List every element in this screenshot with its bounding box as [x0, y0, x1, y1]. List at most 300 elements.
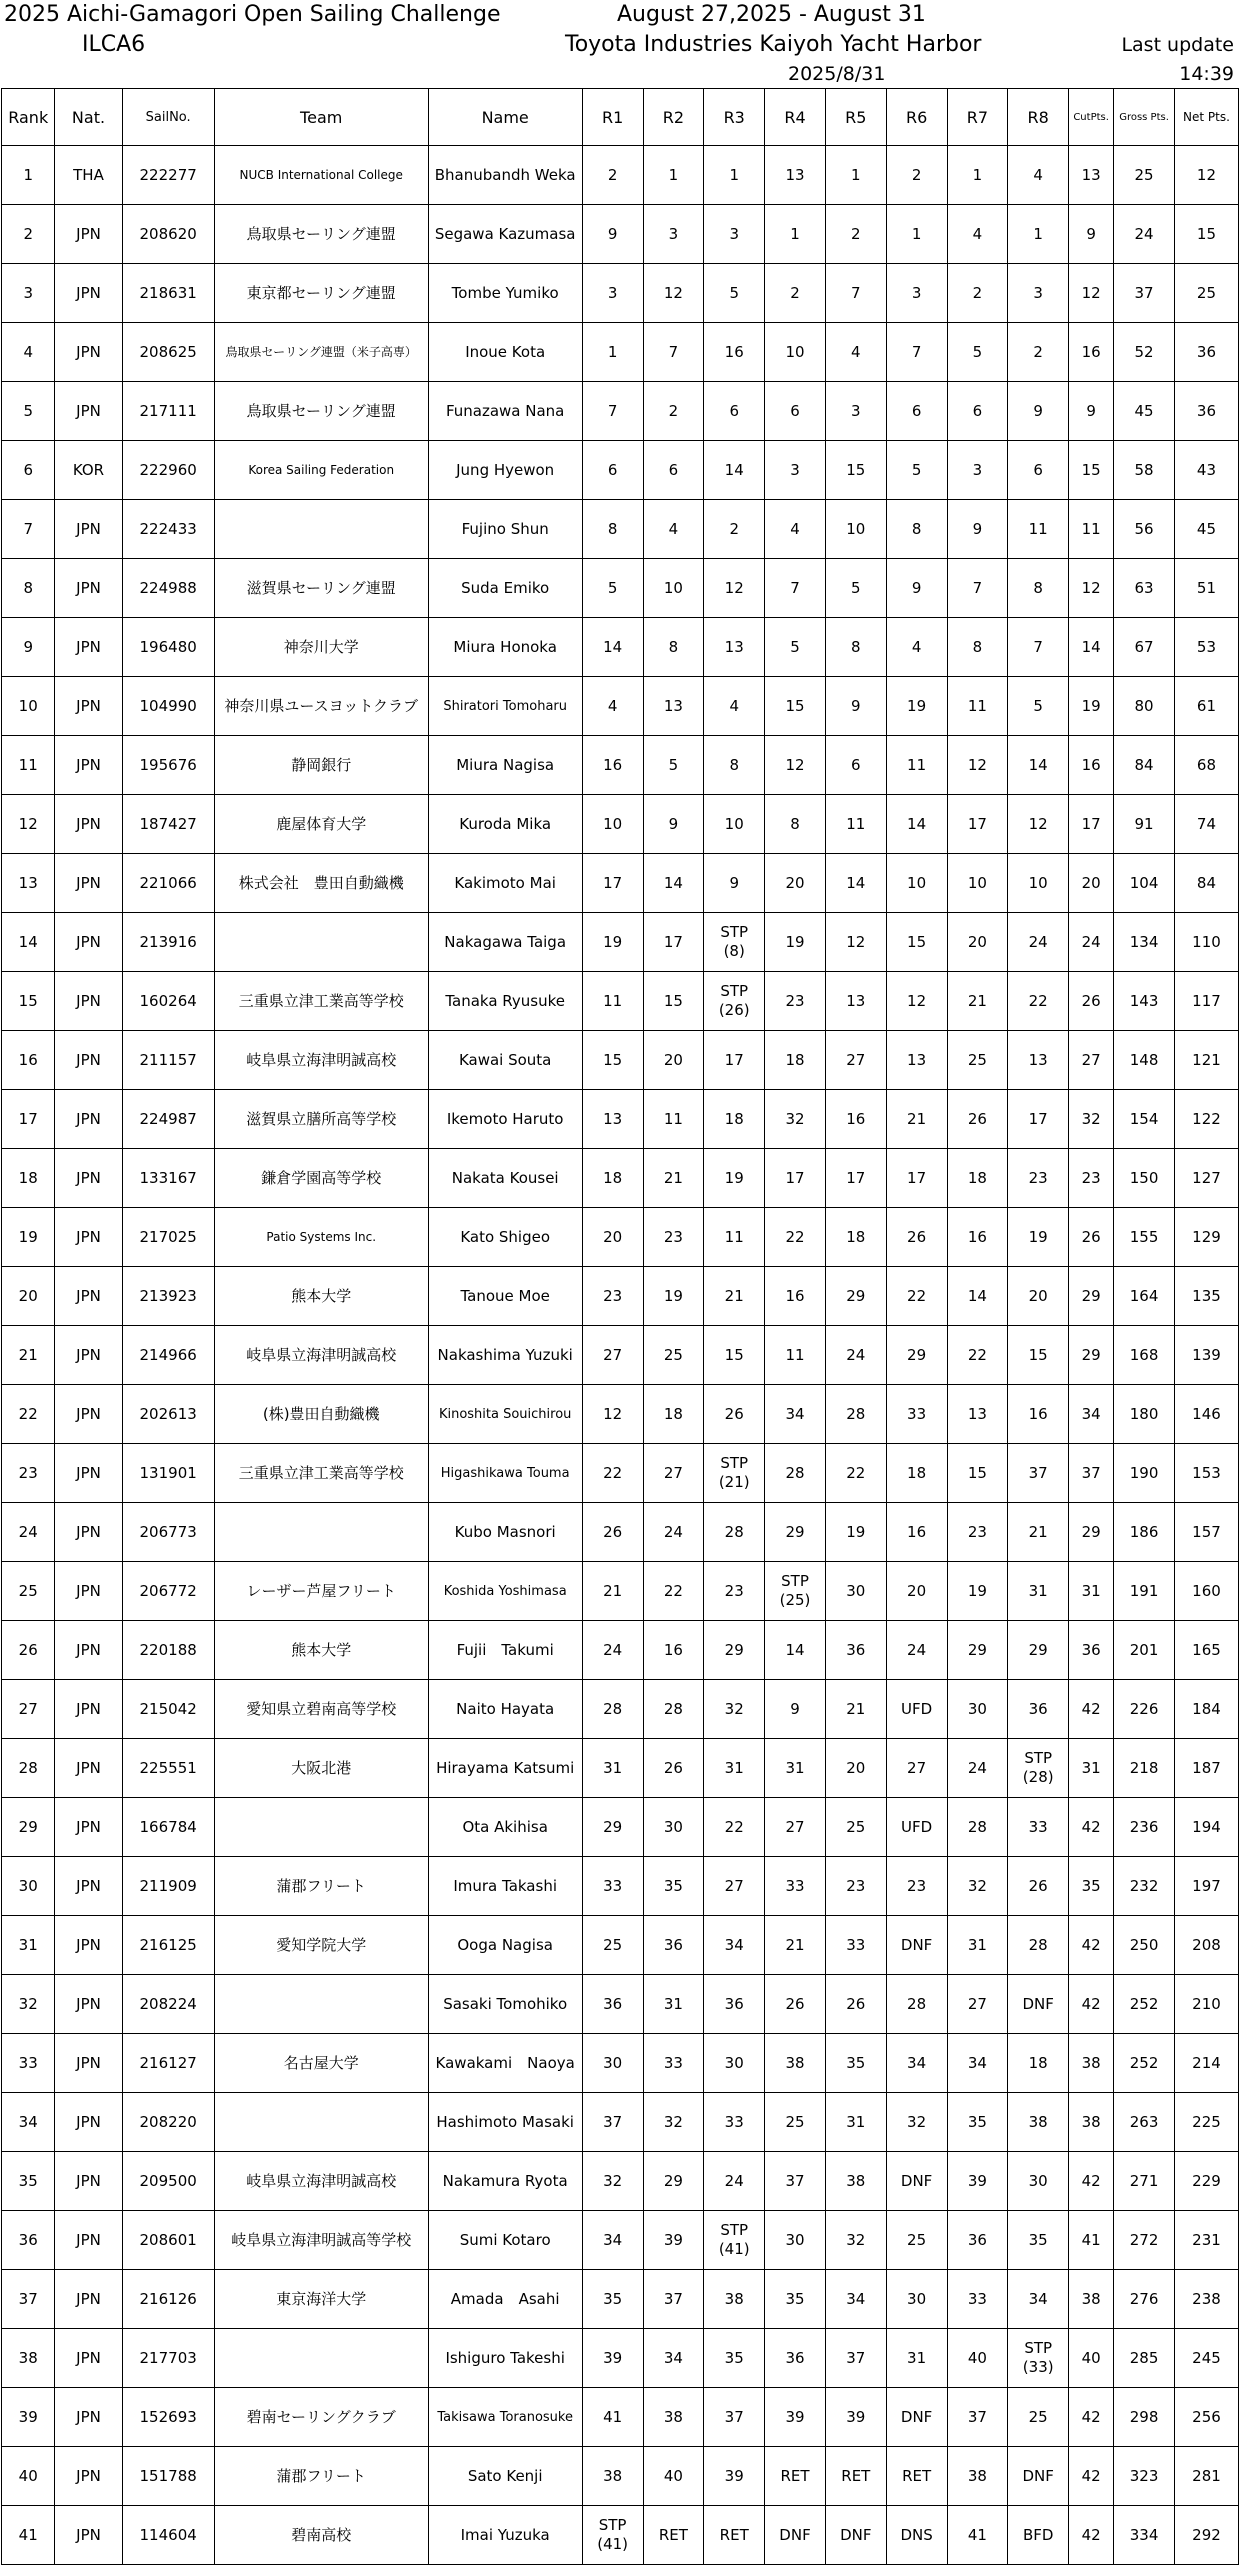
sailor-name-cell: Miura Honoka: [428, 618, 582, 677]
race-score-cell: DNF: [886, 2388, 947, 2447]
race-score-cell: 7: [825, 264, 886, 323]
nat-cell: JPN: [55, 1208, 122, 1267]
cut-points-cell: 13: [1069, 146, 1114, 205]
col-net-pts: Net Pts.: [1174, 89, 1238, 146]
race-score-cell: 40: [947, 2329, 1008, 2388]
nat-cell: KOR: [55, 441, 122, 500]
race-score-cell: 41: [947, 2506, 1008, 2565]
sailor-name-cell: Sato Kenji: [428, 2447, 582, 2506]
nat-cell: JPN: [55, 2506, 122, 2565]
race-score-cell: 15: [825, 441, 886, 500]
race-score-cell: DNF: [1008, 2447, 1069, 2506]
race-score-cell: 4: [765, 500, 826, 559]
race-score-cell: 8: [947, 618, 1008, 677]
gross-points-cell: 155: [1114, 1208, 1175, 1267]
race-score-cell: 26: [765, 1975, 826, 2034]
sail-number-cell: 224988: [122, 559, 214, 618]
race-score-cell: 38: [582, 2447, 643, 2506]
race-score-cell: 11: [1008, 500, 1069, 559]
sailor-name-cell: Shiratori Tomoharu: [428, 677, 582, 736]
race-score-cell: 15: [1008, 1326, 1069, 1385]
rank-cell: 41: [2, 2506, 55, 2565]
net-points-cell: 122: [1174, 1090, 1238, 1149]
race-score-cell: DNF: [886, 1916, 947, 1975]
race-score-cell: 11: [886, 736, 947, 795]
race-score-cell: 24: [886, 1621, 947, 1680]
race-score-cell: 3: [1008, 264, 1069, 323]
race-score-cell: 34: [947, 2034, 1008, 2093]
team-cell: [214, 913, 428, 972]
cut-points-cell: 14: [1069, 618, 1114, 677]
gross-points-cell: 263: [1114, 2093, 1175, 2152]
sail-number-cell: 206773: [122, 1503, 214, 1562]
table-row: [2, 1149, 1239, 1208]
sailor-name-cell: Higashikawa Touma: [428, 1444, 582, 1503]
race-score-cell: 23: [1008, 1149, 1069, 1208]
race-score-cell: 6: [582, 441, 643, 500]
race-score-cell: 9: [704, 854, 765, 913]
race-score-cell: 23: [886, 1857, 947, 1916]
race-score-cell: 29: [704, 1621, 765, 1680]
gross-points-cell: 143: [1114, 972, 1175, 1031]
gross-points-cell: 58: [1114, 441, 1175, 500]
race-score-cell: 23: [765, 972, 826, 1031]
sail-number-cell: 217025: [122, 1208, 214, 1267]
team-cell: 東京海洋大学: [214, 2270, 428, 2329]
sailor-name-cell: Takisawa Toranosuke: [428, 2388, 582, 2447]
cut-points-cell: 42: [1069, 2506, 1114, 2565]
race-score-cell: RET: [886, 2447, 947, 2506]
race-score-cell: 12: [643, 264, 704, 323]
race-score-cell: 35: [1008, 2211, 1069, 2270]
table-row: [2, 1916, 1239, 1975]
race-score-cell: 37: [1008, 1444, 1069, 1503]
table-row: [2, 264, 1239, 323]
gross-points-cell: 250: [1114, 1916, 1175, 1975]
nat-cell: JPN: [55, 736, 122, 795]
race-score-cell: UFD: [886, 1680, 947, 1739]
team-cell: 碧南高校: [214, 2506, 428, 2565]
nat-cell: JPN: [55, 854, 122, 913]
race-score-cell: 36: [825, 1621, 886, 1680]
net-points-cell: 197: [1174, 1857, 1238, 1916]
table-row: [2, 146, 1239, 205]
race-score-cell: 16: [1008, 1385, 1069, 1444]
sail-number-cell: 187427: [122, 795, 214, 854]
sailor-name-cell: Fujii Takumi: [428, 1621, 582, 1680]
race-score-cell: 22: [825, 1444, 886, 1503]
net-points-cell: 15: [1174, 205, 1238, 264]
race-score-cell: 34: [704, 1916, 765, 1975]
col-rank: Rank: [2, 89, 55, 146]
rank-cell: 5: [2, 382, 55, 441]
race-score-cell: 2: [825, 205, 886, 264]
race-score-cell: 10: [886, 854, 947, 913]
race-score-cell: 33: [643, 2034, 704, 2093]
net-points-cell: 157: [1174, 1503, 1238, 1562]
cut-points-cell: 42: [1069, 1680, 1114, 1739]
race-score-cell: 19: [765, 913, 826, 972]
race-score-cell: 24: [1008, 913, 1069, 972]
race-score-cell: 34: [765, 1385, 826, 1444]
race-score-cell: 1: [765, 205, 826, 264]
table-row: [2, 1621, 1239, 1680]
race-score-cell: 7: [1008, 618, 1069, 677]
race-score-cell: 41: [582, 2388, 643, 2447]
race-score-cell: 13: [582, 1090, 643, 1149]
race-score-cell: 17: [582, 854, 643, 913]
race-score-cell: 16: [765, 1267, 826, 1326]
sail-number-cell: 216127: [122, 2034, 214, 2093]
race-score-cell: 6: [643, 441, 704, 500]
col-name: Name: [428, 89, 582, 146]
race-score-cell: 29: [825, 1267, 886, 1326]
team-cell: 三重県立津工業高等学校: [214, 972, 428, 1031]
table-row: [2, 2447, 1239, 2506]
cut-points-cell: 42: [1069, 1975, 1114, 2034]
sailor-name-cell: Tanoue Moe: [428, 1267, 582, 1326]
sail-number-cell: 160264: [122, 972, 214, 1031]
race-score-cell: 28: [765, 1444, 826, 1503]
nat-cell: JPN: [55, 2329, 122, 2388]
rank-cell: 12: [2, 795, 55, 854]
race-score-cell: 3: [582, 264, 643, 323]
team-cell: 碧南セーリングクラブ: [214, 2388, 428, 2447]
sail-number-cell: 214966: [122, 1326, 214, 1385]
table-row: [2, 559, 1239, 618]
race-score-cell: 14: [886, 795, 947, 854]
sail-number-cell: 104990: [122, 677, 214, 736]
sailor-name-cell: Kawai Souta: [428, 1031, 582, 1090]
race-score-cell: 10: [582, 795, 643, 854]
race-score-cell: 37: [947, 2388, 1008, 2447]
race-score-cell: 3: [825, 382, 886, 441]
sailor-name-cell: Kubo Masnori: [428, 1503, 582, 1562]
race-score-cell: 28: [704, 1503, 765, 1562]
gross-points-cell: 298: [1114, 2388, 1175, 2447]
race-score-cell: 8: [643, 618, 704, 677]
race-score-cell: 2: [643, 382, 704, 441]
race-score-cell: 36: [582, 1975, 643, 2034]
race-score-cell: 11: [704, 1208, 765, 1267]
sail-number-cell: 114604: [122, 2506, 214, 2565]
race-score-cell: 28: [886, 1975, 947, 2034]
race-score-cell: 13: [886, 1031, 947, 1090]
race-score-cell: 32: [947, 1857, 1008, 1916]
gross-points-cell: 232: [1114, 1857, 1175, 1916]
race-score-cell: 36: [643, 1916, 704, 1975]
sailor-name-cell: Koshida Yoshimasa: [428, 1562, 582, 1621]
race-score-cell: 30: [947, 1680, 1008, 1739]
sailor-name-cell: Sasaki Tomohiko: [428, 1975, 582, 2034]
team-cell: [214, 1503, 428, 1562]
sail-number-cell: 222433: [122, 500, 214, 559]
race-score-cell: RET: [704, 2506, 765, 2565]
race-score-cell: 16: [825, 1090, 886, 1149]
race-score-cell: 3: [704, 205, 765, 264]
race-score-cell: 22: [704, 1798, 765, 1857]
table-row: [2, 972, 1239, 1031]
race-score-cell: 16: [582, 736, 643, 795]
sailor-name-cell: Hashimoto Masaki: [428, 2093, 582, 2152]
cut-points-cell: 29: [1069, 1267, 1114, 1326]
nat-cell: JPN: [55, 1267, 122, 1326]
sail-number-cell: 208224: [122, 1975, 214, 2034]
race-score-cell: 29: [1008, 1621, 1069, 1680]
gross-points-cell: 252: [1114, 2034, 1175, 2093]
net-points-cell: 68: [1174, 736, 1238, 795]
sailor-name-cell: Fujino Shun: [428, 500, 582, 559]
sail-number-cell: 224987: [122, 1090, 214, 1149]
race-score-cell: 6: [1008, 441, 1069, 500]
race-score-cell: 5: [1008, 677, 1069, 736]
race-score-cell: 4: [825, 323, 886, 382]
race-score-cell: 21: [765, 1916, 826, 1975]
team-cell: 三重県立津工業高等学校: [214, 1444, 428, 1503]
race-score-cell: 12: [704, 559, 765, 618]
col-r8: R8: [1008, 89, 1069, 146]
net-points-cell: 146: [1174, 1385, 1238, 1444]
net-points-cell: 160: [1174, 1562, 1238, 1621]
sail-number-cell: 222960: [122, 441, 214, 500]
race-score-cell: 22: [886, 1267, 947, 1326]
race-score-cell: 22: [582, 1444, 643, 1503]
race-score-cell: 17: [704, 1031, 765, 1090]
race-score-cell: 4: [947, 205, 1008, 264]
race-score-cell: 10: [704, 795, 765, 854]
race-score-cell: 14: [947, 1267, 1008, 1326]
gross-points-cell: 164: [1114, 1267, 1175, 1326]
cut-points-cell: 42: [1069, 2388, 1114, 2447]
cut-points-cell: 34: [1069, 1385, 1114, 1444]
race-score-cell: STP (8): [704, 913, 765, 972]
race-score-cell: 18: [825, 1208, 886, 1267]
rank-cell: 30: [2, 1857, 55, 1916]
race-score-cell: 21: [1008, 1503, 1069, 1562]
sailor-name-cell: Kakimoto Mai: [428, 854, 582, 913]
race-score-cell: 25: [1008, 2388, 1069, 2447]
col-gross-pts: Gross Pts.: [1114, 89, 1175, 146]
gross-points-cell: 25: [1114, 146, 1175, 205]
race-score-cell: 36: [765, 2329, 826, 2388]
net-points-cell: 281: [1174, 2447, 1238, 2506]
race-score-cell: 30: [765, 2211, 826, 2270]
net-points-cell: 214: [1174, 2034, 1238, 2093]
race-score-cell: 2: [947, 264, 1008, 323]
race-score-cell: 30: [643, 1798, 704, 1857]
table-row: [2, 854, 1239, 913]
race-score-cell: 26: [825, 1975, 886, 2034]
cut-points-cell: 20: [1069, 854, 1114, 913]
class-name: ILCA6: [82, 32, 146, 57]
race-score-cell: 35: [825, 2034, 886, 2093]
cut-points-cell: 42: [1069, 2152, 1114, 2211]
race-score-cell: 10: [643, 559, 704, 618]
cut-points-cell: 15: [1069, 441, 1114, 500]
race-score-cell: 22: [765, 1208, 826, 1267]
sail-number-cell: 166784: [122, 1798, 214, 1857]
rank-cell: 22: [2, 1385, 55, 1444]
net-points-cell: 36: [1174, 382, 1238, 441]
race-score-cell: 38: [825, 2152, 886, 2211]
race-score-cell: 24: [825, 1326, 886, 1385]
race-score-cell: 35: [765, 2270, 826, 2329]
race-score-cell: 32: [582, 2152, 643, 2211]
team-cell: [214, 1798, 428, 1857]
net-points-cell: 36: [1174, 323, 1238, 382]
race-score-cell: 2: [765, 264, 826, 323]
cut-points-cell: 29: [1069, 1326, 1114, 1385]
table-row: [2, 441, 1239, 500]
team-cell: [214, 500, 428, 559]
race-score-cell: 38: [704, 2270, 765, 2329]
race-score-cell: 4: [582, 677, 643, 736]
race-score-cell: 39: [947, 2152, 1008, 2211]
race-score-cell: 14: [643, 854, 704, 913]
rank-cell: 11: [2, 736, 55, 795]
cut-points-cell: 41: [1069, 2211, 1114, 2270]
gross-points-cell: 150: [1114, 1149, 1175, 1208]
sailor-name-cell: Imai Yuzuka: [428, 2506, 582, 2565]
cut-points-cell: 38: [1069, 2093, 1114, 2152]
team-cell: 熊本大学: [214, 1267, 428, 1326]
rank-cell: 16: [2, 1031, 55, 1090]
race-score-cell: 17: [886, 1149, 947, 1208]
rank-cell: 26: [2, 1621, 55, 1680]
last-update-time: 14:39: [1179, 63, 1234, 85]
race-score-cell: 7: [582, 382, 643, 441]
nat-cell: JPN: [55, 1739, 122, 1798]
race-score-cell: STP (25): [765, 1562, 826, 1621]
race-score-cell: 9: [765, 1680, 826, 1739]
sail-number-cell: 221066: [122, 854, 214, 913]
race-score-cell: 9: [582, 205, 643, 264]
race-score-cell: 16: [886, 1503, 947, 1562]
race-score-cell: 18: [643, 1385, 704, 1444]
race-score-cell: STP (26): [704, 972, 765, 1031]
race-score-cell: 21: [825, 1680, 886, 1739]
table-row: [2, 2506, 1239, 2565]
sailor-name-cell: Hirayama Katsumi: [428, 1739, 582, 1798]
event-title: 2025 Aichi-Gamagori Open Sailing Challenge: [4, 2, 501, 27]
sailor-name-cell: Naito Hayata: [428, 1680, 582, 1739]
race-score-cell: UFD: [886, 1798, 947, 1857]
sailor-name-cell: Ooga Nagisa: [428, 1916, 582, 1975]
race-score-cell: 22: [1008, 972, 1069, 1031]
team-cell: 蒲郡フリート: [214, 2447, 428, 2506]
race-score-cell: 2: [1008, 323, 1069, 382]
race-score-cell: 19: [1008, 1208, 1069, 1267]
sail-number-cell: 208625: [122, 323, 214, 382]
race-score-cell: 26: [643, 1739, 704, 1798]
rank-cell: 4: [2, 323, 55, 382]
cut-points-cell: 31: [1069, 1562, 1114, 1621]
cut-points-cell: 36: [1069, 1621, 1114, 1680]
nat-cell: JPN: [55, 1916, 122, 1975]
team-cell: 鳥取県セーリング連盟: [214, 205, 428, 264]
sail-number-cell: 202613: [122, 1385, 214, 1444]
race-score-cell: 20: [1008, 1267, 1069, 1326]
cut-points-cell: 27: [1069, 1031, 1114, 1090]
race-score-cell: 14: [582, 618, 643, 677]
rank-cell: 33: [2, 2034, 55, 2093]
table-row: [2, 1739, 1239, 1798]
race-score-cell: 32: [765, 1090, 826, 1149]
sail-number-cell: 216125: [122, 1916, 214, 1975]
table-row: [2, 2034, 1239, 2093]
race-score-cell: 3: [765, 441, 826, 500]
table-row: [2, 1090, 1239, 1149]
gross-points-cell: 148: [1114, 1031, 1175, 1090]
race-score-cell: STP (41): [582, 2506, 643, 2565]
rank-cell: 36: [2, 2211, 55, 2270]
race-score-cell: 15: [765, 677, 826, 736]
race-score-cell: 24: [582, 1621, 643, 1680]
net-points-cell: 43: [1174, 441, 1238, 500]
nat-cell: JPN: [55, 2034, 122, 2093]
race-score-cell: 15: [582, 1031, 643, 1090]
race-score-cell: 37: [582, 2093, 643, 2152]
race-score-cell: 17: [765, 1149, 826, 1208]
gross-points-cell: 52: [1114, 323, 1175, 382]
net-points-cell: 184: [1174, 1680, 1238, 1739]
col-r1: R1: [582, 89, 643, 146]
col-r6: R6: [886, 89, 947, 146]
gross-points-cell: 226: [1114, 1680, 1175, 1739]
rank-cell: 14: [2, 913, 55, 972]
race-score-cell: 28: [947, 1798, 1008, 1857]
nat-cell: JPN: [55, 2211, 122, 2270]
race-score-cell: 15: [886, 913, 947, 972]
table-row: [2, 677, 1239, 736]
race-score-cell: 6: [765, 382, 826, 441]
race-score-cell: 11: [947, 677, 1008, 736]
race-score-cell: STP (21): [704, 1444, 765, 1503]
rank-cell: 8: [2, 559, 55, 618]
race-score-cell: 13: [765, 146, 826, 205]
sailor-name-cell: Tanaka Ryusuke: [428, 972, 582, 1031]
race-score-cell: 3: [886, 264, 947, 323]
rank-cell: 29: [2, 1798, 55, 1857]
team-cell: 名古屋大学: [214, 2034, 428, 2093]
race-score-cell: 11: [582, 972, 643, 1031]
rank-cell: 38: [2, 2329, 55, 2388]
nat-cell: JPN: [55, 795, 122, 854]
team-cell: 愛知県立碧南高等学校: [214, 1680, 428, 1739]
gross-points-cell: 56: [1114, 500, 1175, 559]
nat-cell: JPN: [55, 1798, 122, 1857]
nat-cell: JPN: [55, 2093, 122, 2152]
sailor-name-cell: Ota Akihisa: [428, 1798, 582, 1857]
race-score-cell: 19: [582, 913, 643, 972]
table-row: [2, 1267, 1239, 1326]
net-points-cell: 25: [1174, 264, 1238, 323]
race-score-cell: 31: [765, 1739, 826, 1798]
nat-cell: JPN: [55, 382, 122, 441]
race-score-cell: 11: [825, 795, 886, 854]
sailor-name-cell: Kinoshita Souichirou: [428, 1385, 582, 1444]
cut-points-cell: 40: [1069, 2329, 1114, 2388]
gross-points-cell: 191: [1114, 1562, 1175, 1621]
sail-number-cell: 152693: [122, 2388, 214, 2447]
col-r7: R7: [947, 89, 1008, 146]
cut-points-cell: 42: [1069, 1916, 1114, 1975]
rank-cell: 17: [2, 1090, 55, 1149]
nat-cell: JPN: [55, 1857, 122, 1916]
race-score-cell: 5: [582, 559, 643, 618]
race-score-cell: 5: [886, 441, 947, 500]
gross-points-cell: 80: [1114, 677, 1175, 736]
